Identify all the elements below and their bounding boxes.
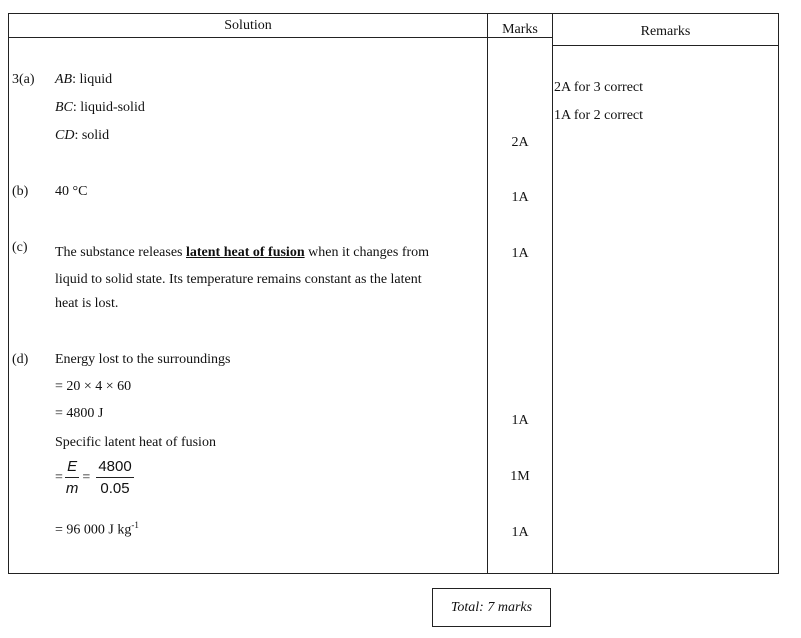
fraction-values (96, 458, 133, 497)
answer-3d-final (55, 520, 139, 539)
final-value: = 96 000 J kg (55, 522, 132, 538)
key-term-latent-heat: latent heat of fusion (186, 245, 305, 260)
state-bc: : liquid-solid (72, 100, 145, 115)
answer-3c-pre: The substance releases (55, 245, 186, 260)
table-header-divider (8, 37, 553, 38)
table-right-border (778, 13, 779, 574)
total-marks-box: Total: 7 marks (432, 588, 551, 627)
fraction-denominator-005: 0.05 (100, 480, 130, 497)
remark-2-correct: 1A for 2 correct (554, 108, 644, 123)
mark-3d-energy: 1A (511, 413, 529, 428)
equals-sign-2: = (82, 469, 91, 485)
mark-3c: 1A (511, 246, 529, 261)
marks-left-divider (487, 13, 488, 574)
segment-cd: CD (55, 128, 75, 143)
answer-3d-line-1: Energy lost to the surroundings (55, 352, 231, 367)
marks-right-divider (552, 13, 553, 574)
table-top-border (8, 13, 779, 14)
remark-3-correct: 2A for 3 correct (554, 80, 644, 95)
question-3d-label: (d) (12, 352, 29, 367)
state-cd: : solid (74, 128, 110, 143)
answer-line-bc (55, 100, 145, 116)
answer-3c-line-3: heat is lost. (55, 296, 119, 311)
solution-header: Solution (224, 18, 272, 33)
answer-3d-line-2: = 20 × 4 × 60 (55, 379, 132, 394)
mark-3d-method: 1M (510, 469, 530, 484)
segment-ab: AB (55, 72, 73, 87)
answer-line-cd (55, 128, 109, 144)
fraction-numerator-e: E (65, 458, 79, 478)
state-ab: : liquid (72, 72, 113, 87)
fraction-numerator-4800: 4800 (96, 458, 133, 478)
unit-exponent: -1 (131, 520, 139, 530)
answer-3c-line-2: liquid to solid state. Its temperature remains constant as the latent (55, 272, 422, 287)
question-3c-label: (c) (12, 240, 28, 255)
answer-line-ab (55, 72, 112, 88)
remarks-header-divider (552, 45, 779, 46)
table-left-border (8, 13, 9, 574)
fraction-denominator-m: m (65, 480, 79, 497)
mark-3a: 2A (511, 135, 529, 150)
answer-3c-line-1 (55, 245, 429, 261)
equals-sign-1: = (55, 469, 63, 485)
mark-3b: 1A (511, 190, 529, 205)
fraction-e-over-m (64, 458, 81, 497)
marks-header: Marks (502, 22, 538, 37)
remarks-header: Remarks (640, 24, 691, 39)
answer-3c-post: when it changes from (304, 245, 430, 260)
table-bottom-border (8, 573, 779, 574)
answer-3b: 40 °C (55, 184, 88, 199)
answer-3d-line-4: Specific latent heat of fusion (55, 435, 216, 450)
latent-heat-formula (55, 458, 134, 497)
question-3a-label: 3(a) (12, 72, 35, 87)
mark-3d-final: 1A (511, 525, 529, 540)
answer-3d-line-3: = 4800 J (55, 406, 104, 421)
question-3b-label: (b) (12, 184, 29, 199)
segment-bc: BC (55, 100, 73, 115)
